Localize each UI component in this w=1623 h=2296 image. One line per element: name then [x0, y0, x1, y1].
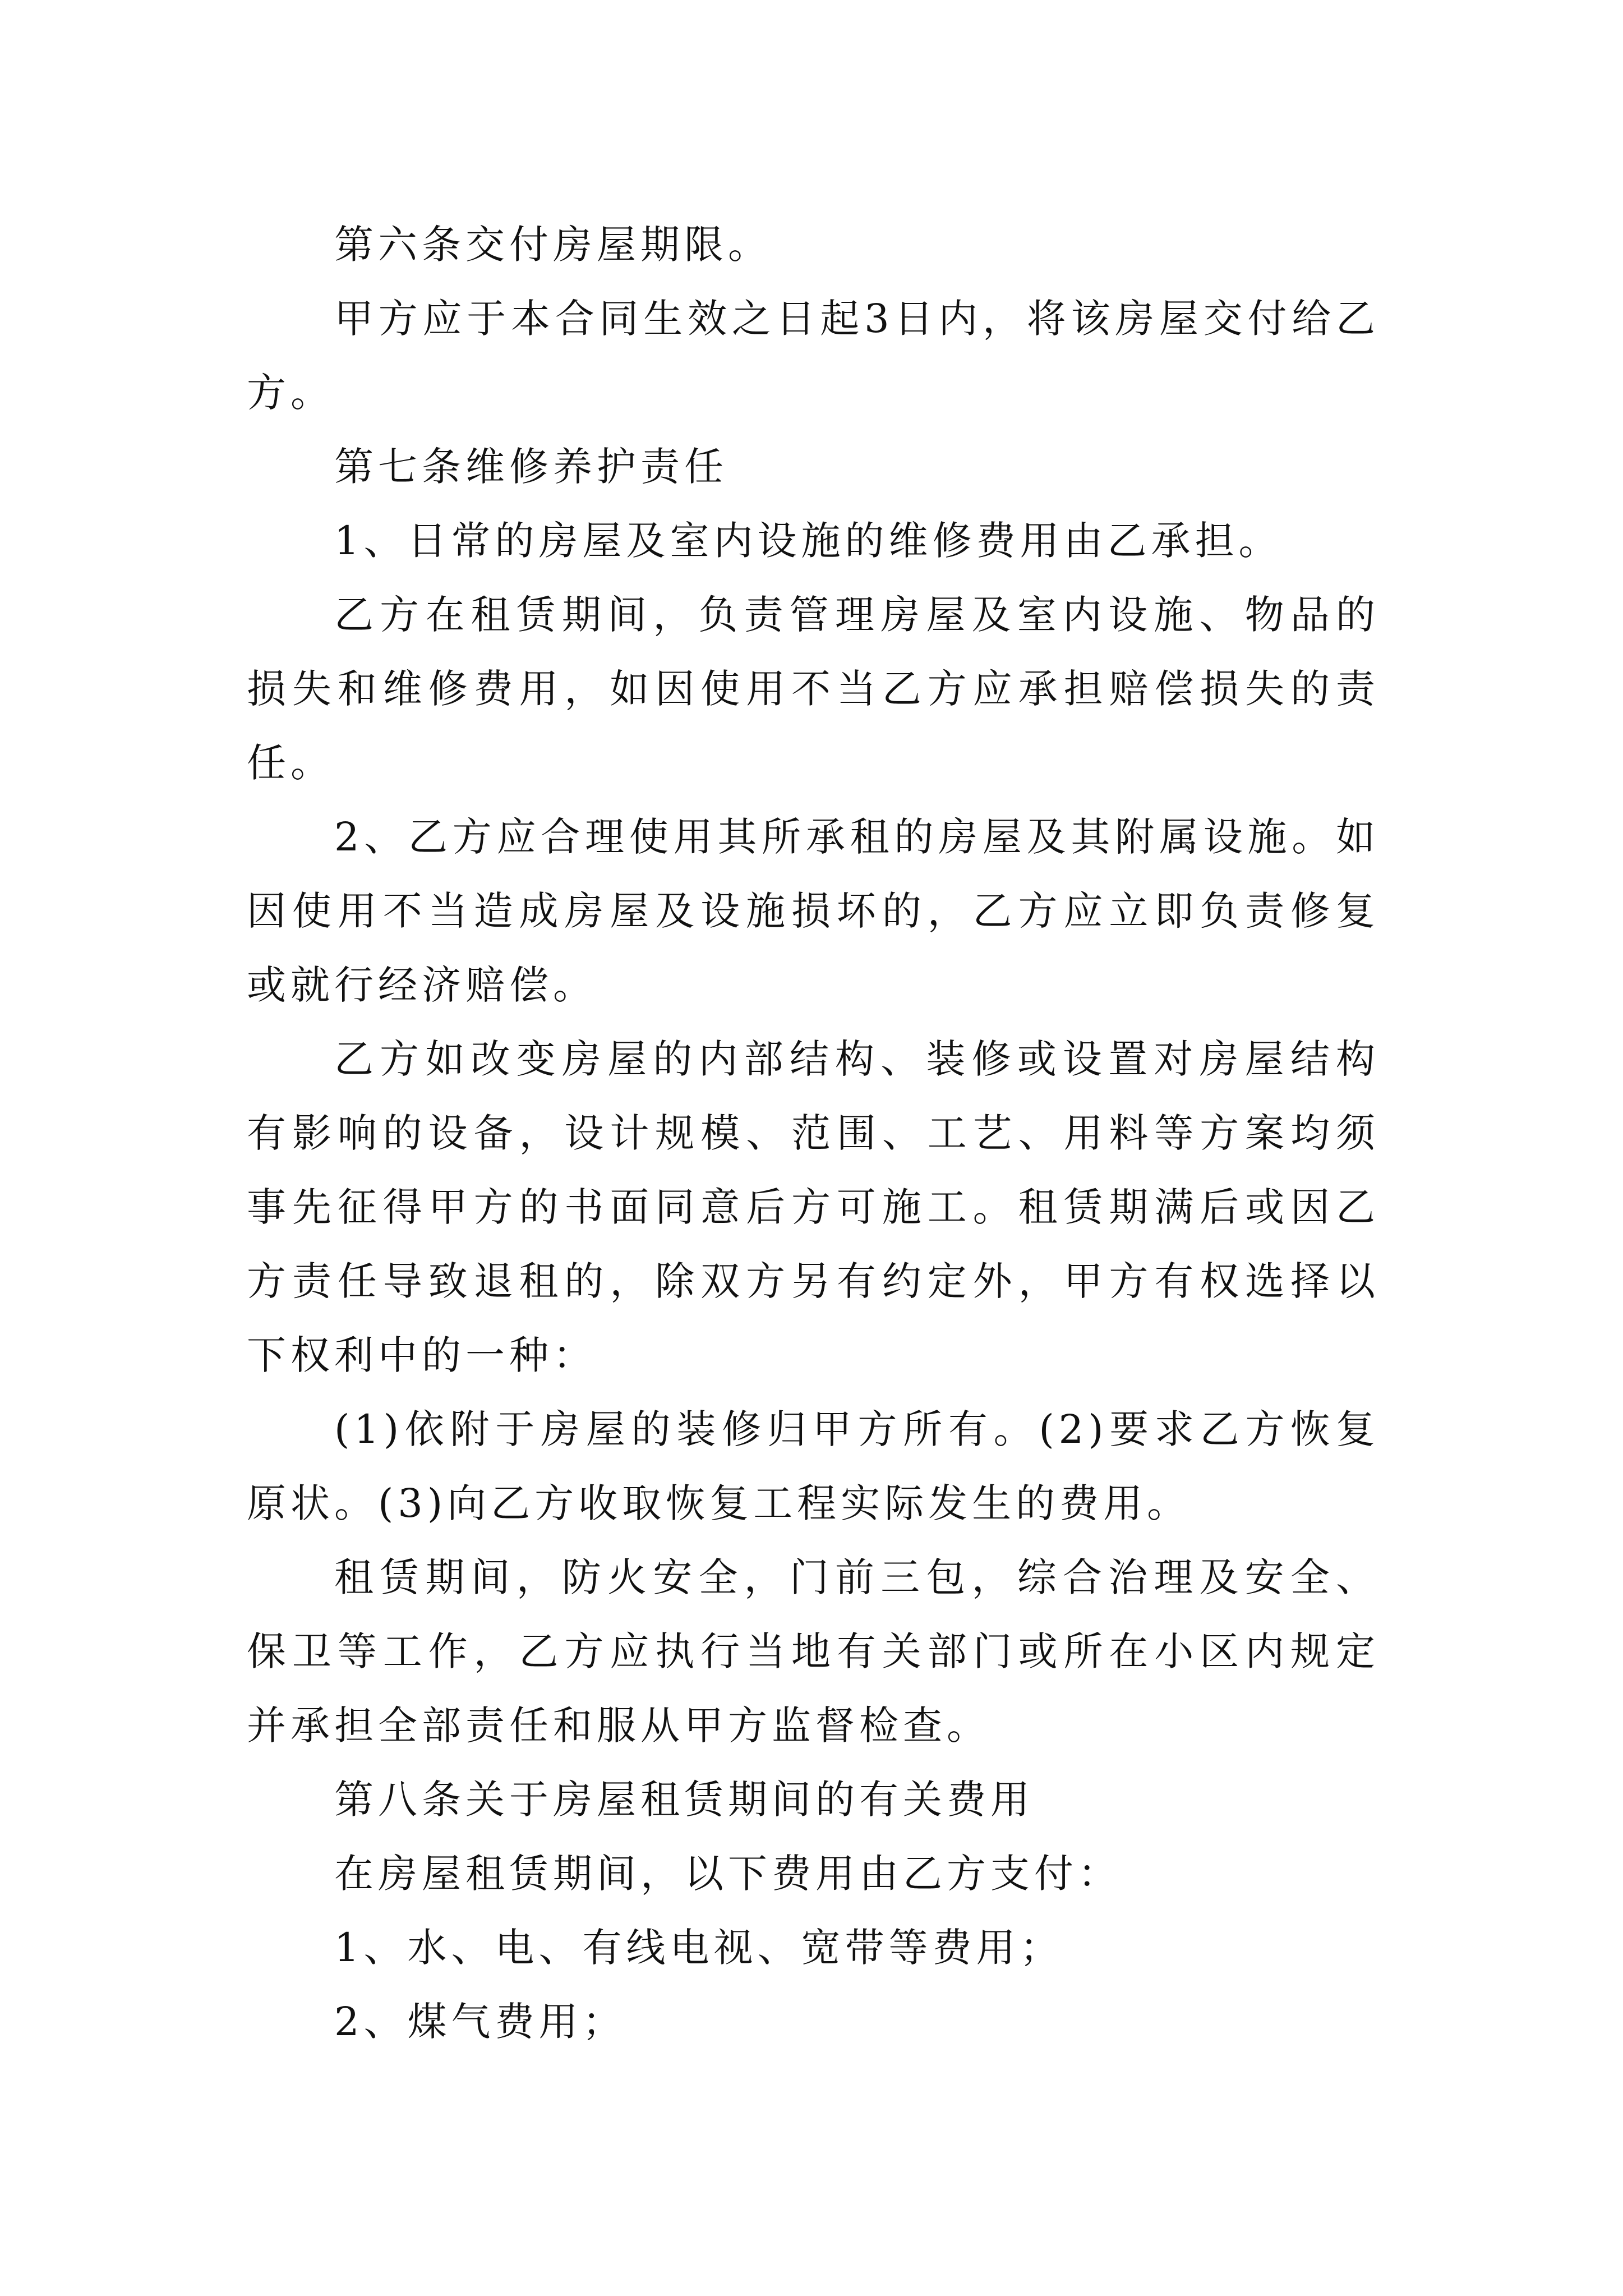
article-6-paragraph: 甲方应于本合同生效之日起3日内，将该房屋交付给乙方。	[247, 296, 1380, 416]
article-8-paragraph: 在房屋租赁期间，以下费用由乙方支付：	[334, 1851, 1122, 1897]
article-7-paragraph-renovation: 乙方如改变房屋的内部结构、装修或设置对房屋结构有影响的设备，设计规模、范围、工艺、用料等方案均须事先征得甲方的书面同意后方可施工。租赁期满后或因乙方责任导致退租的，除双方另有约定外，甲方有权选择以下权利中的一种：	[247, 1036, 1380, 1378]
article-7-item-2: 2、乙方应合理使用其所承租的房屋及其附属设施。如因使用不当造成房屋及设施损坏的，乙方应立即负责修复或就行经济赔偿。	[247, 814, 1380, 1008]
article-7-heading: 第七条维修养护责任	[334, 444, 728, 490]
document-body	[247, 208, 1380, 2059]
article-7-item-1: 1、日常的房屋及室内设施的维修费用由乙承担。	[334, 518, 1283, 564]
article-8-item-2: 2、煤气费用；	[334, 1999, 626, 2045]
article-7-paragraph-loss: 乙方在租赁期间，负责管理房屋及室内设施、物品的损失和维修费用，如因使用不当乙方应承担赔偿损失的责任。	[247, 592, 1380, 786]
article-7-paragraph-safety: 租赁期间，防火安全，门前三包，综合治理及安全、保卫等工作，乙方应执行当地有关部门或所在小区内规定并承担全部责任和服从甲方监督检查。	[247, 1554, 1380, 1749]
article-6-heading: 第六条交付房屋期限。	[334, 222, 772, 268]
article-8-heading: 第八条关于房屋租赁期间的有关费用	[334, 1777, 1034, 1823]
article-8-item-1: 1、水、电、有线电视、宽带等费用；	[334, 1925, 1064, 1971]
article-7-options: (1)依附于房屋的装修归甲方所有。(2)要求乙方恢复原状。(3)向乙方收取恢复工程实际发生的费用。	[247, 1406, 1380, 1526]
